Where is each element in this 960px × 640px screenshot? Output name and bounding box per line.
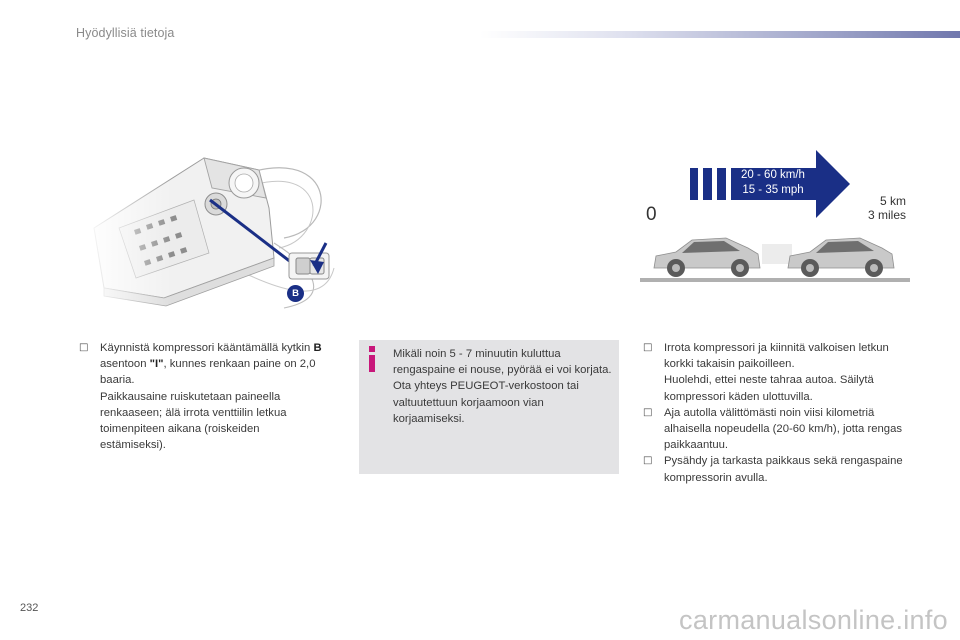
page-number: 232 (20, 602, 39, 614)
step-remove-compressor (640, 340, 910, 405)
step-check-pressure (640, 453, 910, 485)
speed-kmh: 20 - 60 km/h (741, 169, 805, 181)
right-instructions (640, 340, 910, 486)
distance-miles: 3 miles (867, 208, 906, 222)
driving-illustration (640, 148, 910, 288)
step-text: Käynnistä kompressori kääntämällä kytkin B asentoon "I", kunnes renkaan paine on 2,0 baaria. (100, 342, 322, 387)
step-start-compressor (76, 340, 326, 453)
step-bullet-icon: □ (79, 342, 89, 353)
callout-badge-b (287, 285, 304, 302)
step-text: Pysähdy ja tarkasta paikkaus sekä rengaspaine kompressorin avulla. (664, 455, 903, 484)
step-text: Aja autolla välittömästi noin viisi kilometriä alhaisella nopeudella (20-60 km/h), jotta rengas paikkaantuu. (664, 406, 903, 452)
page-header-title: Hyödyllisiä tietoja (76, 26, 175, 40)
left-instructions (76, 340, 326, 453)
speed-label-box (732, 168, 814, 200)
compressor-illustration (84, 148, 336, 313)
step-text-continued: Huolehdi, ettei neste tahraa autoa. Säilytä kompressori käden ulottuvilla. (664, 374, 874, 403)
watermark: carmanualsonline.info (679, 605, 948, 635)
start-label: 0 (646, 204, 657, 225)
step-bullet-icon: □ (643, 342, 653, 353)
step-text-continued: Paikkausaine ruiskutetaan paineella renkaaseen; älä irrota venttiilin letkua toimenpiteen aikana (roiskeiden estämiseksi). (100, 390, 287, 452)
step-drive (640, 405, 910, 454)
callout-label-b: B (292, 288, 299, 299)
info-icon (367, 346, 377, 372)
speed-mph: 15 - 35 mph (742, 184, 804, 196)
step-bullet-icon: □ (643, 455, 653, 467)
info-text: Mikäli noin 5 - 7 minuutin kuluttua rengaspaine ei nouse, pyörää ei voi korjata. Ota yhteys PEUGEOT-verkostoon tai valtuutettuun korjaamoon vian korjaamiseksi. (393, 348, 612, 425)
distance-label (856, 194, 906, 222)
step-bullet-icon: □ (643, 406, 653, 418)
header-accent-bar (480, 31, 960, 38)
info-box (359, 340, 619, 474)
distance-km: 5 km (879, 194, 906, 208)
step-text: Irrota kompressori ja kiinnitä valkoisen letkun korkki takaisin paikoilleen. (664, 342, 889, 371)
